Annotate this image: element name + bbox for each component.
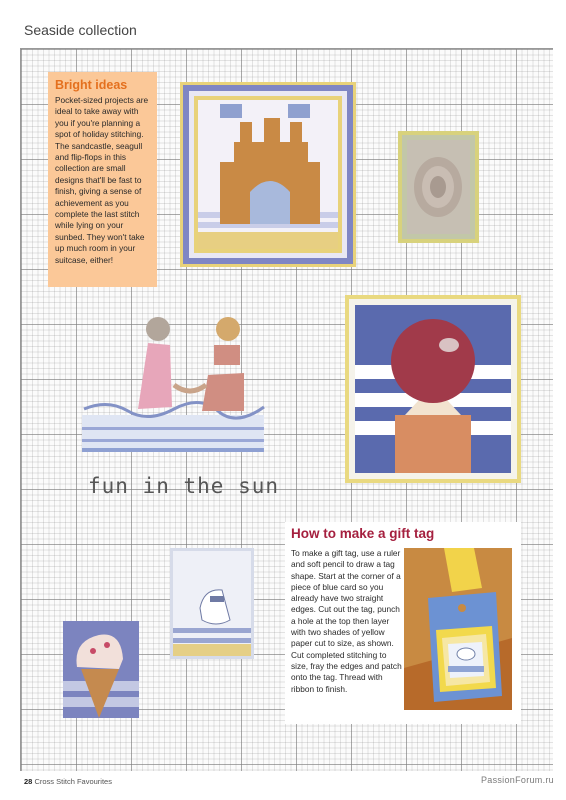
watermark: PassionForum.ru [480, 775, 554, 785]
seagull-pattern [170, 548, 254, 659]
swimmers-caption: fun in the sun [88, 474, 280, 498]
beach-ball-pattern [345, 295, 521, 483]
ice-cream-pattern [63, 621, 139, 718]
section-title: Seaside collection [24, 22, 137, 38]
bright-ideas-box [48, 72, 157, 287]
bright-ideas-text: Pocket-sized projects are ideal to take away with you if you're planning a spot of holiday stitching. The sandcastle, seagull and flip-flops in this collection are small designs that'll be fast to finish, giving a sense of achievement as you complete the last stitch while lying on your sunbed. They won't take up much room in your suitcase, either! [55, 95, 149, 265]
gift-tag-title: How to make a gift tag [291, 526, 435, 541]
gift-tag-photo [404, 548, 512, 710]
page-number: 28 [24, 777, 33, 786]
sandcastle-pattern [180, 82, 356, 267]
gift-tag-box [285, 522, 521, 724]
gift-tag-text: To make a gift tag, use a ruler and soft pencil to draw a tag shape. Start at the corner of a piece of blue card so you already have two straight edges. Cut out the tag, punch a hole at the top then layer with two shades of yellow paper cut to size, as shown. Cut completed stitching to size, fray the edges and patch onto the tag. Thread with ribbon to finish. [291, 548, 402, 694]
shell-pattern [398, 131, 479, 243]
page-footer [24, 777, 112, 786]
bright-ideas-title: Bright ideas [55, 78, 128, 92]
footer-title: Cross Stitch Favourites [34, 777, 112, 786]
